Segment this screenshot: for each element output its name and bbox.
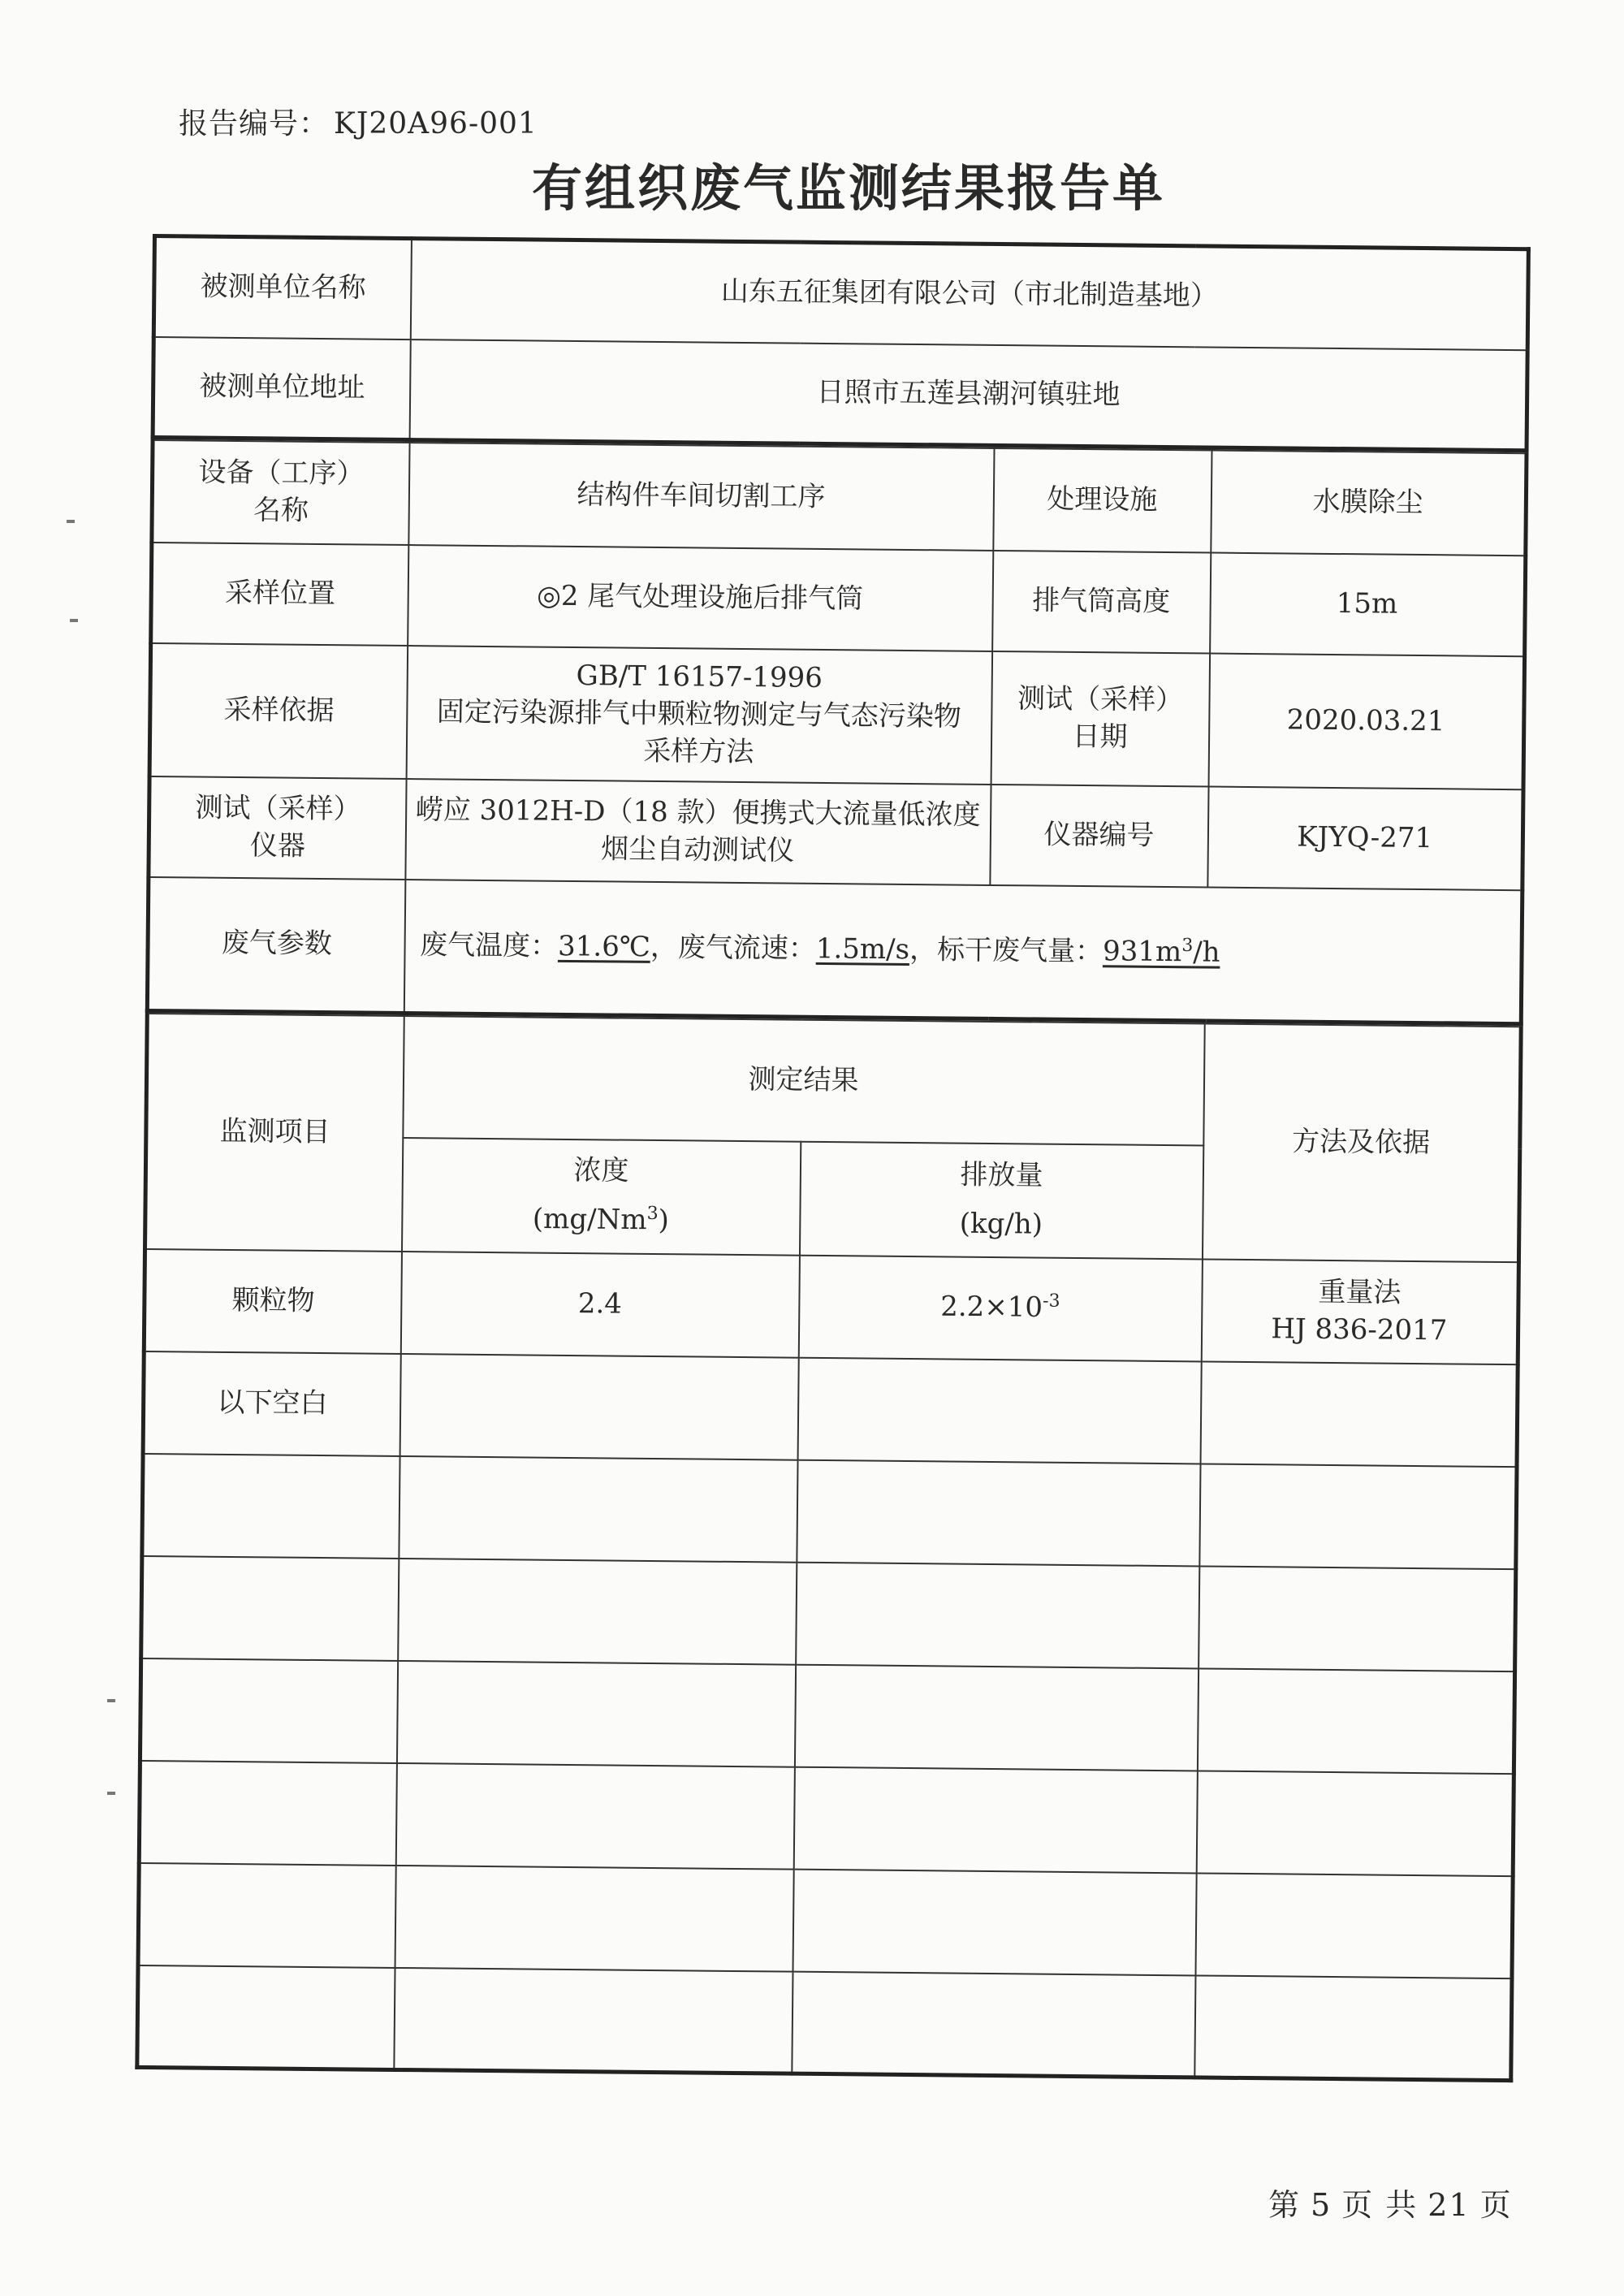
table-row [144, 1248, 1518, 1364]
empty-cell [796, 1562, 1199, 1668]
table-row [141, 1555, 1516, 1671]
gas-volume-number: 931m [1102, 935, 1182, 969]
stack-height-label: 排气筒高度 [992, 551, 1211, 654]
table-row [140, 1658, 1514, 1773]
instrument-label-line1: 测试（采样） [195, 791, 361, 826]
emission-header [799, 1141, 1203, 1259]
sampling-location-value: ◎2 尾气处理设施后排气筒 [408, 545, 993, 651]
gas-sep-1: ， [650, 931, 679, 964]
report-number-value: KJ20A96-001 [334, 107, 538, 141]
result-item: 颗粒物 [144, 1248, 401, 1353]
unit-address-label: 被测单位地址 [153, 337, 410, 440]
gas-sep-2: ， [909, 933, 938, 966]
results-header: 测定结果 [403, 1016, 1204, 1145]
empty-cell [137, 1965, 395, 2069]
empty-cell [141, 1555, 399, 1660]
gas-volume-sup: 3 [1181, 936, 1194, 957]
equipment-label [152, 440, 409, 545]
instrument-label [149, 776, 406, 880]
empty-cell [1199, 1566, 1516, 1671]
facility-label: 处理设施 [993, 448, 1212, 553]
empty-cell [793, 1766, 1197, 1873]
empty-cell [140, 1658, 397, 1762]
concentration-unit [409, 1200, 793, 1241]
equipment-value: 结构件车间切割工序 [408, 443, 994, 551]
instrument-label-line2: 仪器 [249, 829, 306, 863]
result-concentration: 2.4 [400, 1251, 799, 1357]
empty-cell [142, 1453, 400, 1558]
table-row [138, 1862, 1513, 1978]
row-sampling-location [151, 543, 1526, 656]
gas-flow-value: 1.5m/s [815, 932, 910, 966]
results-header-row-1 [146, 1013, 1521, 1148]
sampling-basis-title-line1: 固定污染源排气中颗粒物测定与气态污染物 [436, 695, 962, 733]
facility-value: 水膜除尘 [1211, 451, 1527, 556]
gas-volume-suffix: /h [1192, 936, 1220, 970]
table-row [137, 1965, 1512, 2080]
empty-cell [400, 1353, 798, 1459]
unit-name-label: 被测单位名称 [153, 236, 411, 339]
unit-address-value: 日照市五莲县潮河镇驻地 [409, 339, 1527, 451]
empty-cell [792, 1971, 1195, 2078]
row-gas-params [147, 877, 1522, 1023]
report-number [179, 101, 538, 142]
scan-speck [67, 520, 75, 523]
sampling-basis-label: 采样依据 [149, 643, 408, 779]
row-equipment [152, 440, 1527, 556]
scan-speck [70, 619, 78, 622]
row-unit-address [153, 337, 1527, 451]
empty-cell [794, 1664, 1198, 1771]
sampling-basis-standard: GB/T 16157-1996 [576, 659, 823, 695]
result-emission-base: 2.2×10 [940, 1291, 1043, 1325]
empty-cell [1199, 1464, 1517, 1569]
empty-cell [797, 1357, 1201, 1464]
empty-cell [138, 1862, 395, 1967]
equipment-label-line2: 名称 [253, 494, 309, 527]
sampling-date-label [991, 651, 1210, 787]
page-current: 5 [1311, 2187, 1332, 2223]
sampling-date-value: 2020.03.21 [1208, 654, 1525, 790]
empty-cell [1195, 1873, 1513, 1978]
table-row [142, 1453, 1517, 1568]
empty-cell [797, 1459, 1200, 1566]
table-row [139, 1760, 1514, 1875]
instrument-id-value: KJYQ-271 [1207, 787, 1523, 891]
emission-label: 排放量 [960, 1158, 1043, 1192]
empty-cell [1194, 1975, 1512, 2081]
stack-height-value: 15m [1210, 553, 1526, 657]
result-emission-exp: -3 [1043, 1291, 1060, 1312]
gas-params-label: 废气参数 [147, 877, 405, 1013]
page-total: 21 [1427, 2187, 1471, 2223]
gas-temp-value: 31.6℃ [557, 930, 651, 964]
scan-speck [107, 1699, 115, 1702]
empty-cell [394, 1967, 793, 2073]
monitoring-item-header: 监测项目 [145, 1013, 404, 1251]
result-method [1201, 1259, 1518, 1364]
concentration-unit-end: ) [658, 1204, 670, 1237]
results-table [135, 1012, 1522, 2082]
emission-unit: (kg/h) [959, 1207, 1043, 1241]
empty-cell [395, 1865, 793, 1971]
page-suffix: 页 [1479, 2187, 1513, 2223]
sampling-date-label-line2: 日期 [1072, 720, 1128, 754]
empty-cell [399, 1455, 797, 1562]
method-header: 方法及依据 [1202, 1023, 1521, 1262]
scan-speck [107, 1792, 115, 1795]
empty-cell [396, 1660, 795, 1766]
empty-cell [139, 1760, 396, 1865]
row-sampling-basis [149, 643, 1524, 789]
instrument-value-line1: 崂应 3012H-D（18 款）便携式大流量低浓度 [415, 793, 981, 832]
concentration-header [401, 1138, 800, 1256]
empty-cell [395, 1762, 794, 1869]
gas-flow-label: 废气流速： [677, 931, 817, 966]
gas-params-value [404, 880, 1522, 1023]
empty-cell [1197, 1668, 1514, 1774]
page-prefix: 第 [1268, 2187, 1302, 2223]
report-table [151, 234, 1531, 452]
empty-cell [398, 1558, 797, 1664]
equipment-label-line1: 设备（工序） [198, 456, 365, 491]
concentration-label: 浓度 [573, 1154, 629, 1188]
gas-volume-label: 标干废气量： [936, 933, 1104, 968]
sampling-basis-title-line2: 采样方法 [643, 734, 754, 769]
instrument-id-label: 仪器编号 [990, 785, 1208, 888]
page-mid: 页 共 [1341, 2187, 1419, 2223]
report-number-label: 报告编号： [179, 107, 330, 141]
instrument-value [405, 779, 991, 885]
sampling-date-label-line1: 测试（采样） [1017, 682, 1184, 717]
table-row [143, 1351, 1518, 1466]
unit-name-value: 山东五征集团有限公司（市北制造基地） [410, 239, 1528, 350]
result-emission [798, 1255, 1202, 1361]
sampling-location-label: 采样位置 [151, 543, 408, 646]
empty-cell [1196, 1771, 1514, 1876]
gas-temp-label: 废气温度： [419, 928, 559, 963]
row-unit-name [153, 236, 1528, 350]
empty-cell [793, 1869, 1196, 1975]
report-form [135, 234, 1527, 2082]
concentration-unit-text: (mg/Nm [532, 1203, 647, 1237]
sampling-basis-value [406, 646, 992, 785]
report-table-detail [145, 439, 1529, 1026]
result-method-line1: 重量法 [1318, 1275, 1402, 1309]
page-title: 有组织废气监测结果报告单 [531, 158, 1165, 218]
gas-volume-value [1103, 936, 1220, 969]
result-method-line2: HJ 836-2017 [1271, 1312, 1448, 1347]
page-number [1263, 2180, 1518, 2225]
blank-note: 以下空白 [143, 1351, 400, 1455]
empty-cell [1200, 1361, 1518, 1467]
concentration-unit-sup: 3 [646, 1204, 659, 1225]
instrument-value-line2: 烟尘自动测试仪 [601, 832, 795, 867]
row-instrument [149, 776, 1523, 890]
